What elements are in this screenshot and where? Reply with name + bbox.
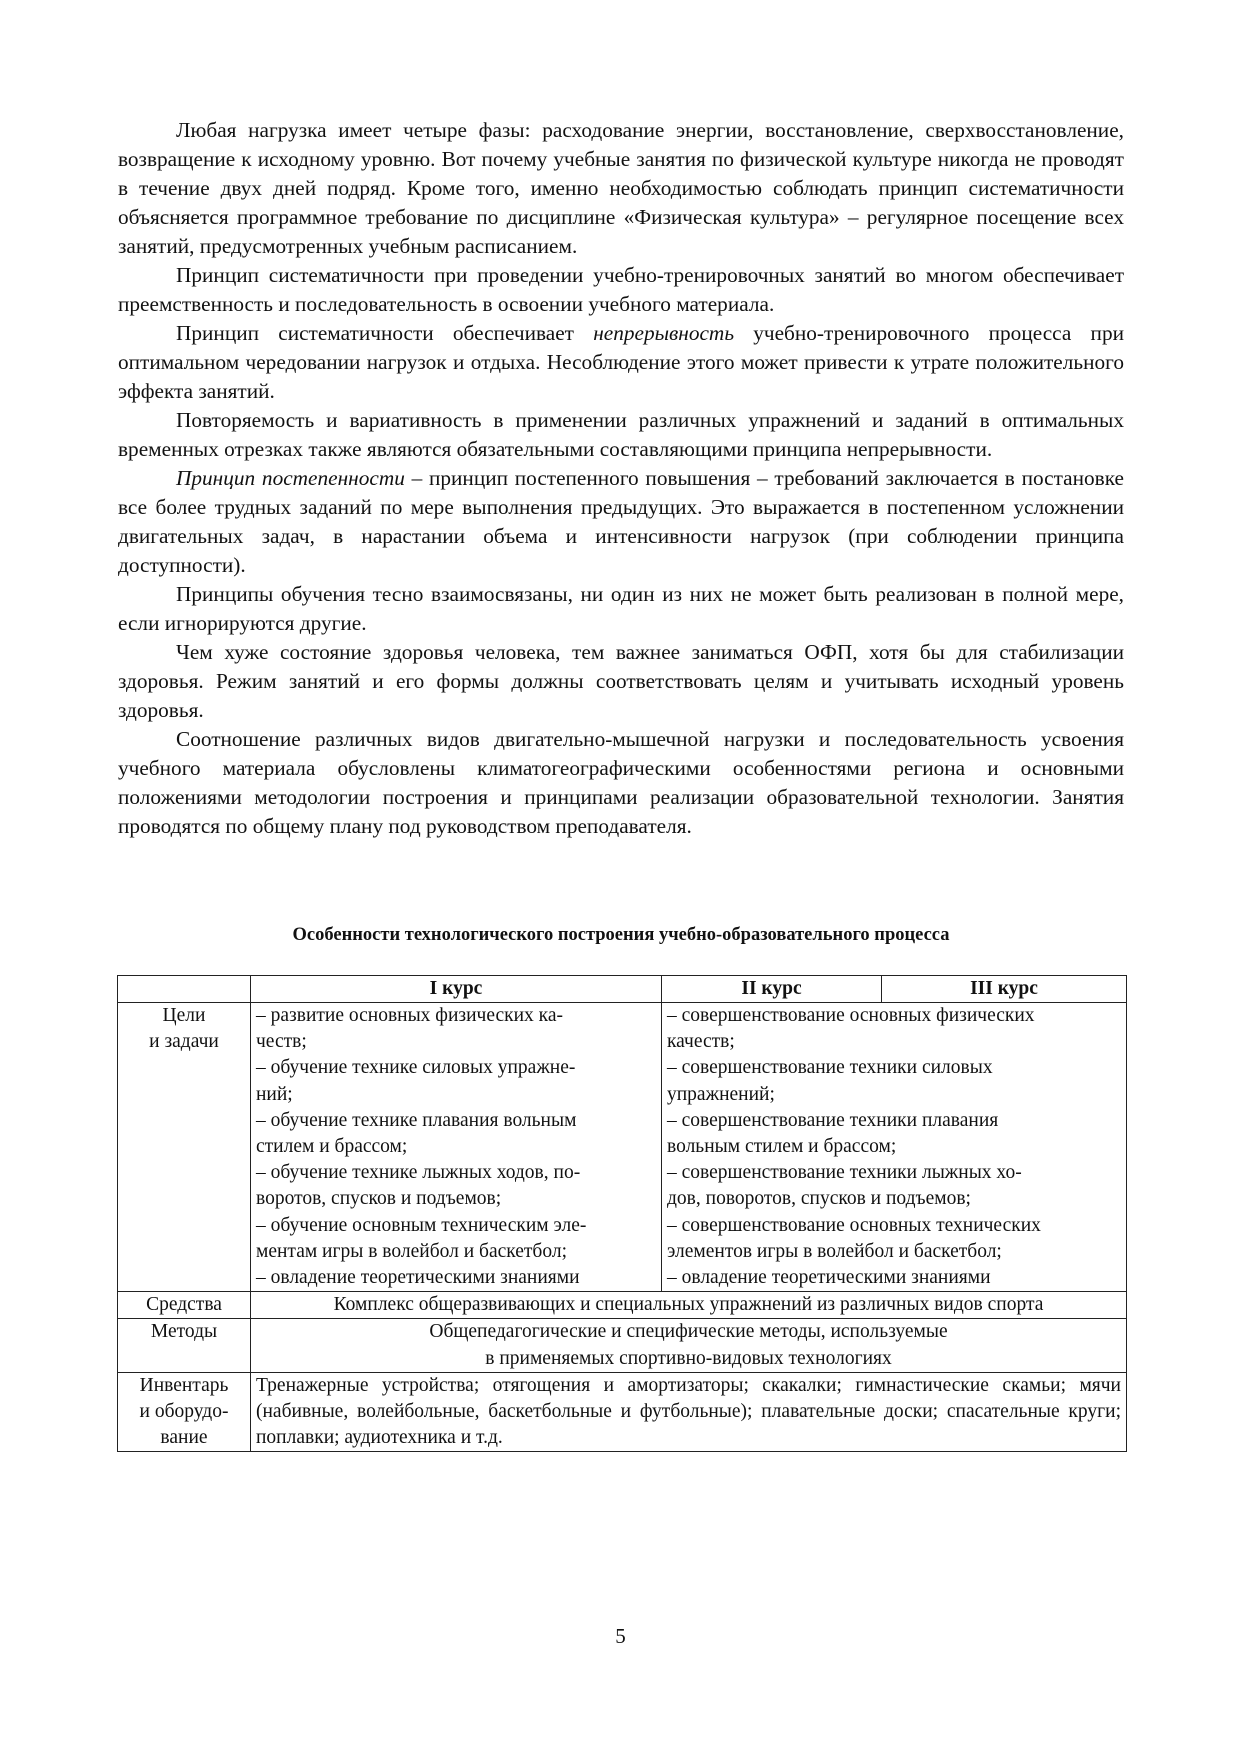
row-label-goals-line2: и задачи: [149, 1031, 219, 1053]
row-label-goals-line1: Цели: [162, 1005, 206, 1026]
paragraph: [118, 116, 1124, 261]
header-course-1: I курс: [251, 976, 662, 1003]
row-label-inventory-line3: вание: [160, 1427, 208, 1449]
methods-value: [251, 1319, 1127, 1372]
goal-line: ментам игры в волейбол и баскетбол;: [256, 1240, 567, 1262]
italic-term: непрерывность: [593, 321, 735, 345]
methods-line1: Общепедагогические и специфические методы, используемые: [429, 1321, 948, 1343]
goal-line: элементов игры в волейбол и баскетбол;: [667, 1240, 1002, 1262]
paragraph-text: Соотношение различных видов двигательно-мышечной нагрузки и последовательность усвоения учебного материала обусловлены климатогеографическими особенностями региона и основными положениями методологии построения и принципами реализации образовательной технологии. Занятия проводятся по общему плану под руководством преподавателя.: [118, 727, 1124, 838]
goal-line: – совершенствование техники лыжных хо-: [667, 1162, 1022, 1184]
goal-line: – обучение основным техническим эле-: [256, 1214, 587, 1236]
inventory-value: Тренажерные устройства; отягощения и амортизаторы; скакалки; гимнастические скамьи; мячи (набивные, волейбольные, баскетбольные и футбольные); плавательные доски; спасательные круги; поплавки; аудиотехника и т.д.: [251, 1372, 1127, 1452]
goal-line: – совершенствование техники плавания: [667, 1109, 999, 1131]
goal-line: вольным стилем и брассом;: [667, 1136, 897, 1158]
row-label-inventory-line2: и оборудо-: [139, 1401, 229, 1423]
goal-line: дов, поворотов, спусков и подъемов;: [667, 1188, 971, 1210]
goal-line: – обучение технике силовых упражне-: [256, 1057, 576, 1079]
table-row-methods: [118, 1319, 1127, 1372]
row-label-inventory: [118, 1372, 251, 1452]
table-header-row: [118, 976, 1127, 1003]
paragraph-text: Любая нагрузка имеет четыре фазы: расходование энергии, восстановление, сверхвосстановление, возвращение к исходному уровню. Вот почему учебные занятия по физической культуре никогда не проводят в течение двух дней подряд. Кроме того, именно необходимостью соблюдать принцип систематичности объясняется программное требование по дисциплине «Физическая культура» – регулярное посещение всех занятий, предусмотренных учебным расписанием.: [118, 118, 1124, 258]
goals-course-2-3: [662, 1003, 1127, 1292]
page-number: 5: [615, 1624, 626, 1648]
paragraph-text: Принцип систематичности обеспечивает: [176, 321, 594, 345]
italic-term: Принцип постепенности: [176, 466, 405, 490]
goals-course-1: [251, 1003, 662, 1292]
goal-line: – совершенствование техники силовых: [667, 1057, 993, 1079]
paragraph: [118, 464, 1124, 580]
paragraph-text: учебно-тренировочного процесса при оптимальном чередовании нагрузок и отдыха. Несоблюдение этого может привести к утрате положительного эффекта занятий.: [118, 321, 1124, 403]
goal-line: – развитие основных физических ка-: [256, 1005, 563, 1026]
row-label-goals: [118, 1003, 251, 1292]
header-course-2: II курс: [662, 976, 882, 1003]
row-label-inventory-line1: Инвентарь: [139, 1374, 229, 1396]
paragraph-text: Принцип систематичности при проведении учебно-тренировочных занятий во многом обеспечивает преемственность и последовательность в освоении учебного материала.: [118, 263, 1124, 316]
paragraph-text: Чем хуже состояние здоровья человека, тем важнее заниматься ОФП, хотя бы для стабилизации здоровья. Режим занятий и его формы должны соответствовать целям и учитывать исходный уровень здоровья.: [118, 640, 1124, 722]
goal-line: воротов, спусков и подъемов;: [256, 1188, 502, 1210]
goal-line: качеств;: [667, 1031, 735, 1053]
table-row-means: [118, 1292, 1127, 1319]
row-label-means: Средства: [118, 1292, 251, 1319]
paragraph: [118, 580, 1124, 638]
table-row-goals: [118, 1003, 1127, 1292]
paragraph: [118, 406, 1124, 464]
goal-line: честв;: [256, 1031, 307, 1053]
table-title: Особенности технологического построения учебно-образовательного процесса: [292, 925, 950, 945]
paragraph-text: – принцип постепенного повышения – требований заключается в постановке все более трудных заданий по мере выполнения предыдущих. Это выражается в постепенном усложнении двигательных задач, в нарастании объема и интенсивности нагрузок (при соблюдении принципа доступности).: [118, 466, 1124, 577]
goal-line: – обучение технике плавания вольным: [256, 1109, 577, 1131]
goal-line: – совершенствование основных физических: [667, 1005, 1035, 1026]
paragraph: [118, 638, 1124, 725]
header-empty-cell: [118, 976, 251, 1003]
paragraph: [118, 261, 1124, 319]
goal-line: упражнений;: [667, 1083, 775, 1105]
goal-line: – обучение технике лыжных ходов, по-: [256, 1162, 581, 1184]
goal-line: – совершенствование основных технических: [667, 1214, 1041, 1236]
paragraph-text: Повторяемость и вариативность в применении различных упражнений и заданий в оптимальных временных отрезках также являются обязательными составляющими принципа непрерывности.: [118, 408, 1124, 461]
paragraph: [118, 725, 1124, 841]
paragraph-text: Принципы обучения тесно взаимосвязаны, ни один из них не может быть реализован в полной мере, если игнорируются другие.: [118, 582, 1124, 635]
header-course-3: III курс: [882, 976, 1127, 1003]
methods-line2: в применяемых спортивно-видовых технологиях: [485, 1347, 892, 1369]
goal-line: ний;: [256, 1083, 293, 1105]
goal-line: – овладение теоретическими знаниями: [667, 1267, 991, 1289]
means-value: Комплекс общеразвивающих и специальных упражнений из различных видов спорта: [251, 1292, 1127, 1319]
row-label-methods: Методы: [118, 1319, 251, 1372]
goal-line: стилем и брассом;: [256, 1136, 408, 1158]
goal-line: – овладение теоретическими знаниями: [256, 1267, 580, 1289]
paragraph: [118, 319, 1124, 406]
technology-table: [117, 975, 1127, 1452]
body-text: [118, 116, 1124, 841]
table-row-inventory: [118, 1372, 1127, 1452]
